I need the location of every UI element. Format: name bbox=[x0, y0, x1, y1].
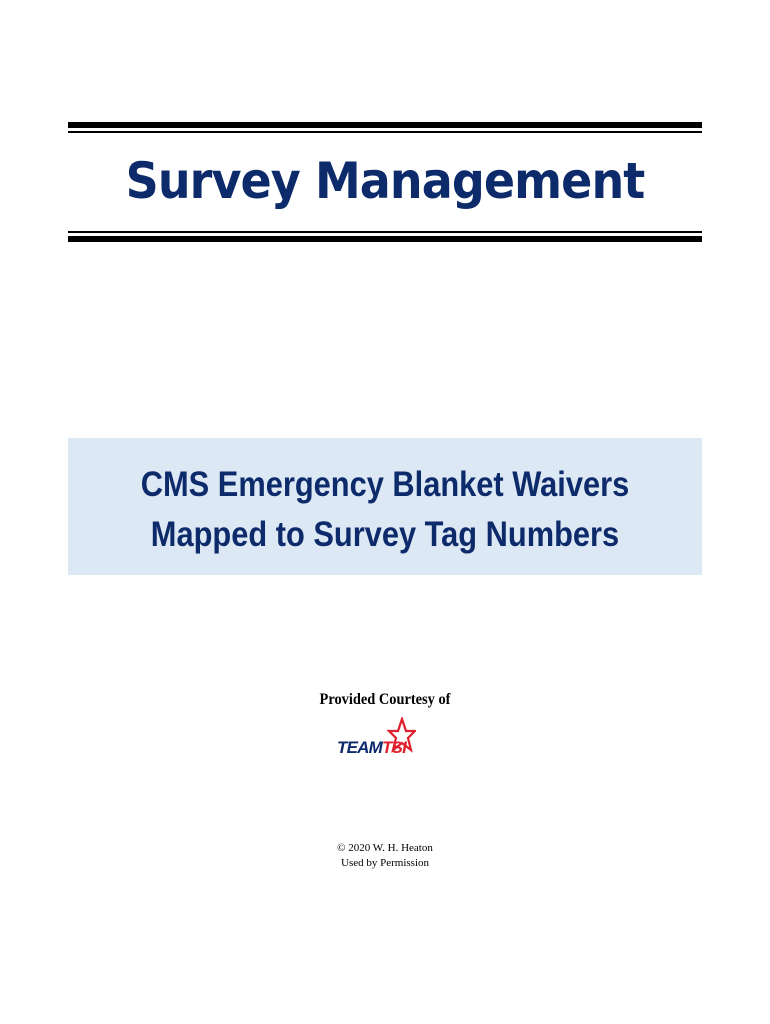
top-rule-thick bbox=[68, 122, 702, 128]
subtitle-band bbox=[68, 438, 702, 575]
logo-wordmark: TEAMTSI bbox=[337, 738, 407, 757]
copyright-text: © 2020 W. H. Heaton bbox=[337, 842, 433, 854]
subtitle-line-1: CMS Emergency Blanket Waivers bbox=[140, 465, 630, 504]
courtesy-label: Provided Courtesy of bbox=[319, 691, 451, 708]
bottom-rule-thick bbox=[68, 236, 702, 242]
subtitle-line-2: Mapped to Survey Tag Numbers bbox=[150, 515, 620, 554]
permission-text: Used by Permission bbox=[341, 857, 429, 869]
bottom-rule-thin bbox=[68, 231, 702, 233]
teamtsi-logo bbox=[336, 717, 416, 763]
top-rule-thin bbox=[68, 131, 702, 133]
page-title: Survey Management bbox=[125, 152, 645, 210]
